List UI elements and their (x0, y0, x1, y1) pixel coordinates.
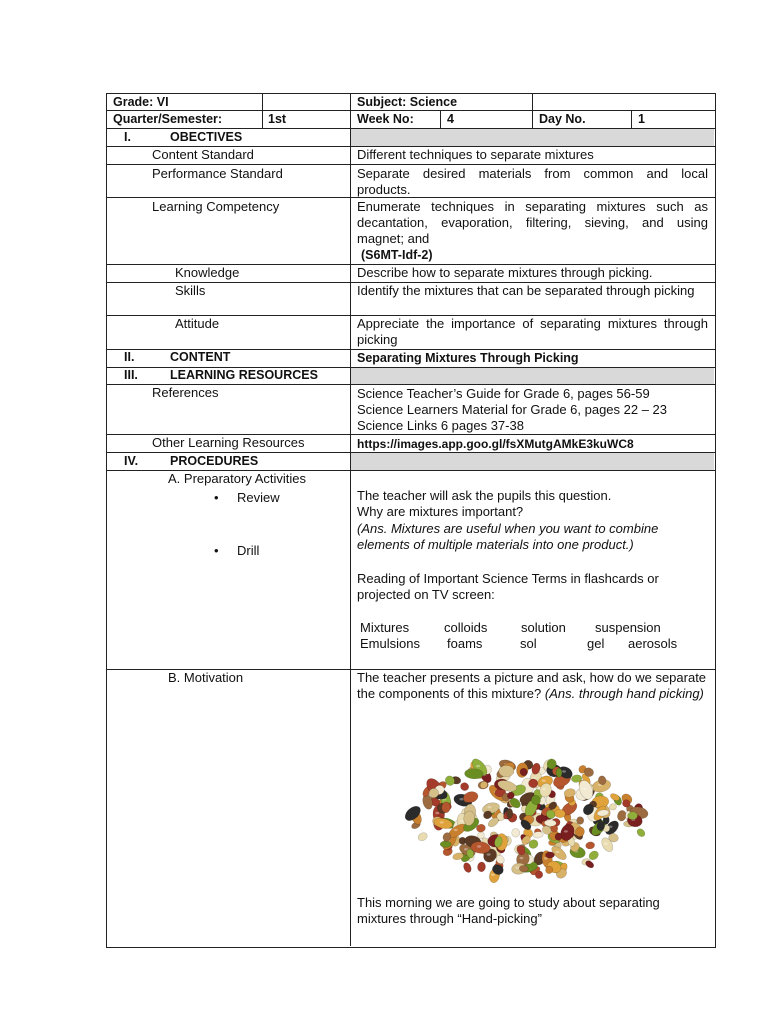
knowledge-label: Knowledge (175, 265, 240, 280)
term: aerosols (628, 636, 678, 651)
learning-competency-value: Enumerate techniques in separating mixtures such as decantation, evaporation, filtering, sieving, and using magnet; and (357, 199, 708, 246)
week-label: Week No: (357, 112, 414, 126)
section-numeral: I. (124, 130, 131, 144)
column-divider (350, 93, 351, 946)
skills-label: Skills (175, 283, 206, 298)
day-value: 1 (638, 112, 645, 126)
preparatory-activities-label: A. Preparatory Activities (168, 471, 306, 486)
section-numeral: II. (124, 350, 135, 364)
bean-speckle (477, 845, 481, 847)
motivation-label: B. Motivation (168, 670, 244, 685)
bean (507, 808, 513, 818)
grade-label: Grade: VI (113, 95, 169, 109)
section-numeral: IV. (124, 454, 139, 468)
content-standard-label: Content Standard (152, 147, 254, 162)
learning-competency-code: (S6MT-Idf-2) (361, 248, 433, 262)
closing-text: This morning we are going to study about separating mixtures through “Hand-picking” (357, 895, 660, 926)
knowledge-value: Describe how to separate mixtures through picking. (357, 265, 653, 280)
skills-value: Identify the mixtures that can be separated through picking (357, 283, 695, 298)
day-label: Day No. (539, 112, 586, 126)
bean-speckle (583, 788, 587, 790)
bean (627, 812, 637, 820)
content-standard-value: Different techniques to separate mixtures (357, 147, 594, 162)
drill-text: Reading of Important Science Terms in flashcards or projected on TV screen: (357, 571, 659, 602)
term: colloids (444, 620, 488, 635)
section-title-objectives: OBECTIVES (170, 130, 243, 144)
performance-standard-value: Separate desired materials from common and local products. (357, 166, 708, 197)
term: gel (587, 636, 605, 651)
term: Mixtures (360, 620, 410, 635)
bean-speckle (564, 830, 568, 832)
reference-item: Science Links 6 pages 37-38 (357, 418, 524, 433)
review-question-line1: The teacher will ask the pupils this question. (357, 488, 612, 503)
bean (417, 831, 429, 842)
bean (545, 852, 554, 859)
bean (609, 803, 617, 810)
term: Emulsions (360, 636, 420, 651)
shaded-cell (351, 453, 714, 470)
term: solution (521, 620, 566, 635)
references-label: References (152, 385, 219, 400)
column-divider (631, 110, 632, 128)
drill-label: • Drill (237, 543, 259, 559)
reference-item: Science Learners Material for Grade 6, pages 22 – 23 (357, 402, 668, 417)
section-title-content: CONTENT (170, 350, 231, 364)
bean (459, 781, 470, 792)
motivation-question: The teacher presents a picture and ask, how do we separate the components of this mixture? (357, 670, 707, 701)
column-divider (532, 93, 533, 128)
review-question-line2: Why are mixtures important? (357, 504, 524, 519)
term: sol (520, 636, 537, 651)
bean (477, 862, 486, 873)
bean (512, 828, 520, 837)
other-resources-label: Other Learning Resources (152, 435, 305, 450)
learning-competency-label: Learning Competency (152, 199, 280, 214)
bean-speckle (435, 812, 439, 814)
bean-speckle (487, 806, 491, 808)
other-resources-link[interactable]: https://images.app.goo.gl/fsXMutgAMkE3kuWC8 (357, 437, 634, 451)
section-numeral: III. (124, 368, 138, 382)
bean-speckle (476, 765, 480, 767)
bean (429, 788, 439, 798)
bean (499, 765, 514, 776)
column-divider (440, 110, 441, 128)
column-divider (262, 93, 263, 128)
mixed-beans-picture (395, 745, 660, 885)
row-divider (106, 164, 715, 165)
shaded-cell (351, 129, 714, 146)
bean-speckle (542, 780, 546, 782)
performance-standard-label: Performance Standard (152, 166, 283, 181)
subject-label: Subject: Science (357, 95, 458, 109)
content-value: Separating Mixtures Through Picking (357, 351, 579, 365)
bean-speckle (562, 770, 566, 772)
bean-speckle (515, 867, 519, 869)
motivation-text (357, 670, 707, 702)
bean (556, 768, 562, 777)
bean-speckle (491, 874, 495, 876)
quarter-value: 1st (268, 112, 287, 126)
term: foams (447, 636, 483, 651)
bean-speckle (460, 820, 464, 822)
section-title-resources: LEARNING RESOURCES (170, 368, 318, 382)
bean (462, 861, 473, 873)
term: suspension (595, 620, 661, 635)
bean (585, 841, 595, 849)
shaded-cell (351, 368, 714, 384)
reference-item: Science Teacher’s Guide for Grade 6, pages 56-59 (357, 386, 650, 401)
motivation-answer: (Ans. through hand picking) (544, 686, 704, 701)
bean (635, 827, 646, 838)
bean-speckle (542, 788, 546, 790)
attitude-value: Appreciate the importance of separating mixtures through picking (357, 316, 708, 347)
bean-speckle (604, 843, 608, 845)
bean-speckle (454, 829, 458, 831)
bean-speckle (519, 857, 523, 859)
review-answer: (Ans. Mixtures are useful when you want to combine elements of multiple materials into one product.) (357, 521, 659, 552)
bean-speckle (487, 853, 491, 855)
review-label: • Review (237, 490, 280, 506)
week-value: 4 (447, 112, 454, 126)
bean (440, 841, 451, 847)
quarter-label: Quarter/Semester: (113, 112, 223, 126)
bean (529, 779, 538, 788)
bean-speckle (556, 851, 560, 853)
bean-speckle (440, 821, 444, 823)
attitude-label: Attitude (175, 316, 220, 331)
section-title-procedures: PROCEDURES (170, 454, 259, 468)
